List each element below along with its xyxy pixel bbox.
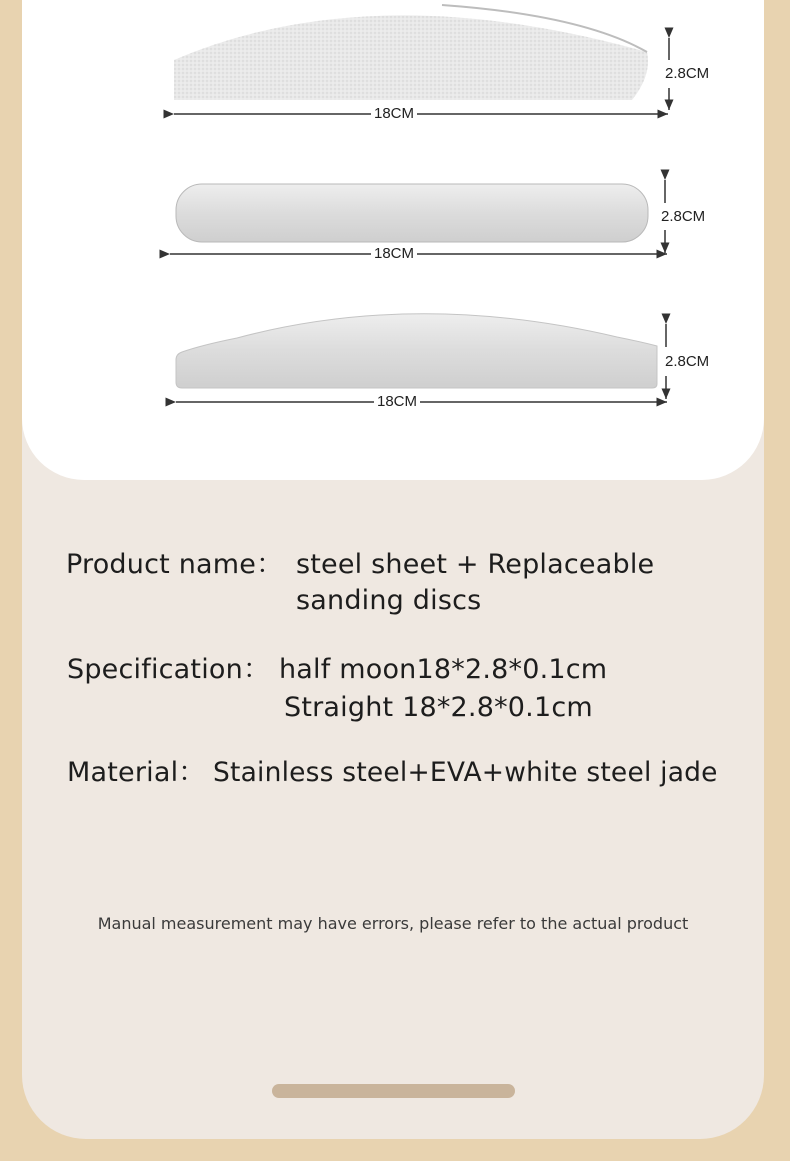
material-label: Material： bbox=[67, 757, 206, 788]
file2-height-label: 2.8CM bbox=[658, 209, 708, 225]
product-name-label: Product name： bbox=[66, 549, 284, 580]
specification-value-line1: half moon18*2.8*0.1cm bbox=[279, 654, 608, 685]
product-card bbox=[22, 0, 764, 1139]
file1-length-label: 18CM bbox=[371, 106, 417, 122]
straight-steel-file bbox=[176, 184, 648, 242]
measurement-note: Manual measurement may have errors, please refer to the actual product bbox=[97, 914, 689, 933]
file2-length-label: 18CM bbox=[371, 246, 417, 262]
product-name-value-line2: sanding discs bbox=[296, 585, 482, 616]
home-indicator-bar[interactable] bbox=[272, 1084, 515, 1098]
product-name-value-line1: steel sheet + Replaceable bbox=[296, 549, 655, 580]
specification-label: Specification： bbox=[67, 654, 271, 685]
half-moon-sanding-file bbox=[174, 5, 648, 100]
file3-height-label: 2.8CM bbox=[662, 354, 712, 370]
specification-value-line2: Straight 18*2.8*0.1cm bbox=[284, 692, 593, 723]
half-moon-steel-file bbox=[176, 314, 657, 388]
product-image-panel bbox=[22, 0, 764, 480]
material-value: Stainless steel+EVA+white steel jade bbox=[213, 757, 718, 788]
file1-height-label: 2.8CM bbox=[662, 66, 712, 82]
file3-length-label: 18CM bbox=[374, 394, 420, 410]
